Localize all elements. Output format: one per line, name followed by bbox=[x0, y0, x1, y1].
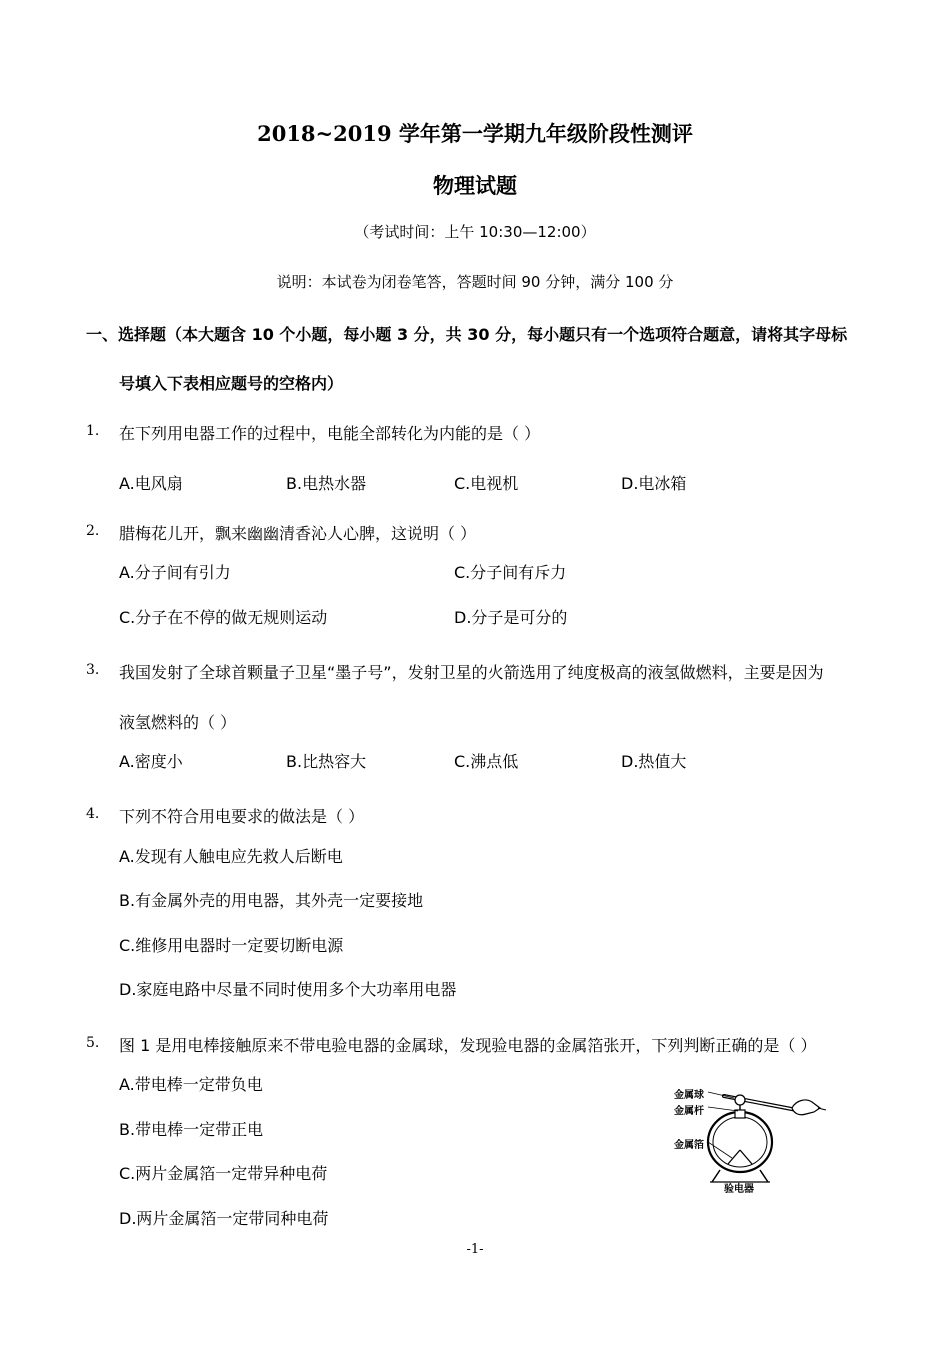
section-heading-cont: 号填入下表相应题号的空格内） bbox=[119, 374, 344, 393]
question-stem: 在下列用电器工作的过程中，电能全部转化为内能的是（ ） bbox=[119, 424, 541, 443]
section-heading: 一、选择题（本大题含 10 个小题，每小题 3 分，共 30 分，每小题只有一个选项符合题意，请将其字母标 bbox=[86, 325, 848, 344]
option-c: C.分子在不停的做无规则运动 bbox=[119, 608, 328, 627]
option-d: D.分子是可分的 bbox=[454, 608, 568, 627]
option-a: A.电风扇 bbox=[119, 474, 183, 493]
question-stem-cont: 液氢燃料的（ ） bbox=[119, 713, 237, 732]
option-b: C.分子间有斥力 bbox=[454, 563, 567, 582]
exam-time: （考试时间：上午 10:30—12:00） bbox=[354, 223, 596, 241]
label-metal-rod: 金属杆 bbox=[674, 1106, 704, 1117]
option-d: D.两片金属箔一定带同种电荷 bbox=[119, 1209, 329, 1228]
label-electroscope: 验电器 bbox=[724, 1184, 754, 1195]
option-d: D.热值大 bbox=[621, 752, 687, 771]
question-number: 4. bbox=[86, 806, 100, 822]
option-a: A.发现有人触电应先救人后断电 bbox=[119, 847, 343, 866]
page-number: -1- bbox=[466, 1242, 484, 1257]
option-d: D.家庭电路中尽量不同时使用多个大功率用电器 bbox=[119, 980, 457, 999]
option-b: B.比热容大 bbox=[286, 752, 367, 771]
question-number: 3. bbox=[86, 662, 100, 678]
question-stem: 下列不符合用电要求的做法是（ ） bbox=[119, 807, 365, 826]
option-c: C.两片金属箔一定带异种电荷 bbox=[119, 1164, 328, 1183]
question-number: 2. bbox=[86, 523, 100, 539]
question-stem: 图 1 是用电棒接触原来不带电验电器的金属球，发现验电器的金属箔张开，下列判断正确的是（ ） bbox=[119, 1036, 817, 1055]
option-a: A.带电棒一定带负电 bbox=[119, 1075, 263, 1094]
exam-title: 2018~2019 学年第一学期九年级阶段性测评 bbox=[257, 121, 693, 146]
option-b: B.电热水器 bbox=[286, 474, 367, 493]
option-b: B.有金属外壳的用电器，其外壳一定要接地 bbox=[119, 891, 424, 910]
option-a: A.密度小 bbox=[119, 752, 183, 771]
label-metal-foil: 金属箔 bbox=[674, 1140, 704, 1151]
question-stem: 腊梅花儿开，飘来幽幽清香沁人心脾，这说明（ ） bbox=[119, 524, 477, 543]
exam-note: 说明：本试卷为闭卷笔答，答题时间 90 分钟，满分 100 分 bbox=[276, 273, 674, 291]
label-metal-ball: 金属球 bbox=[674, 1090, 704, 1101]
electroscope-figure bbox=[672, 1078, 832, 1196]
exam-subtitle: 物理试题 bbox=[433, 173, 517, 198]
question-stem: 我国发射了全球首颗量子卫星“墨子号”，发射卫星的火箭选用了纯度极高的液氢做燃料，主要是因为 bbox=[119, 663, 824, 682]
option-c: C.沸点低 bbox=[454, 752, 519, 771]
option-a: A.分子间有引力 bbox=[119, 563, 231, 582]
option-c: C.维修用电器时一定要切断电源 bbox=[119, 936, 344, 955]
question-number: 5. bbox=[86, 1035, 100, 1051]
option-d: D.电冰箱 bbox=[621, 474, 687, 493]
option-b: B.带电棒一定带正电 bbox=[119, 1120, 264, 1139]
option-c: C.电视机 bbox=[454, 474, 519, 493]
question-number: 1. bbox=[86, 423, 100, 439]
